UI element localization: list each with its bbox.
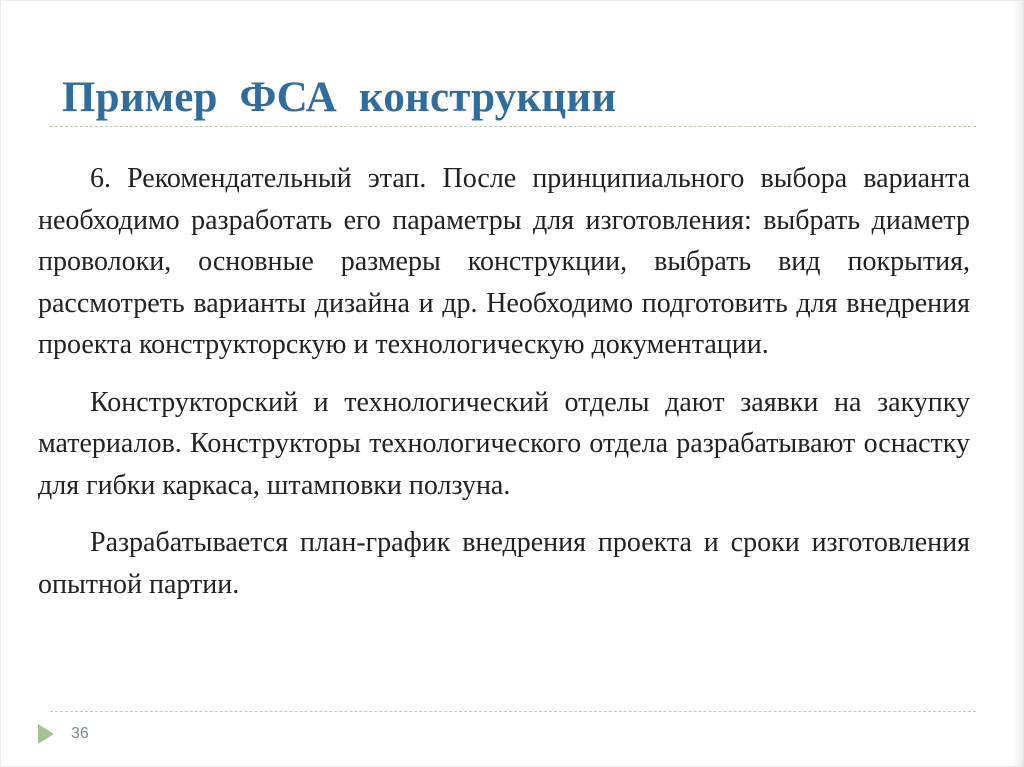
play-icon [38,724,54,744]
page-number: 36 [71,725,89,742]
slide-footer [38,718,89,750]
slide-title: Пример ФСА конструкции [62,74,617,121]
body-paragraph-2: Конструкторский и технологический отделы дают заявки на закупку материалов. Конструкторы технологического отдела разрабатывают оснастку для гибки каркаса, штамповки ползуна. [38,386,970,501]
slide-edge-shadow [1012,0,1024,767]
body-paragraph-1: 6. Рекомендательный этап. После принципиального выбора варианта необходимо разработать его параметры для изготовления: выбрать диаметр проволоки, основные размеры конструкции, выбрать вид покрытия, рассмотреть варианты дизайна и др. Необходимо подготовить для внедрения проекта конструкторскую и технологическую документации. [38,163,970,360]
footer-divider [50,711,976,712]
body-paragraph-3: Разрабатывается план-график внедрения проекта и сроки изготовления опытной партии. [38,527,970,600]
slide-body [38,158,970,605]
title-divider [50,126,976,127]
